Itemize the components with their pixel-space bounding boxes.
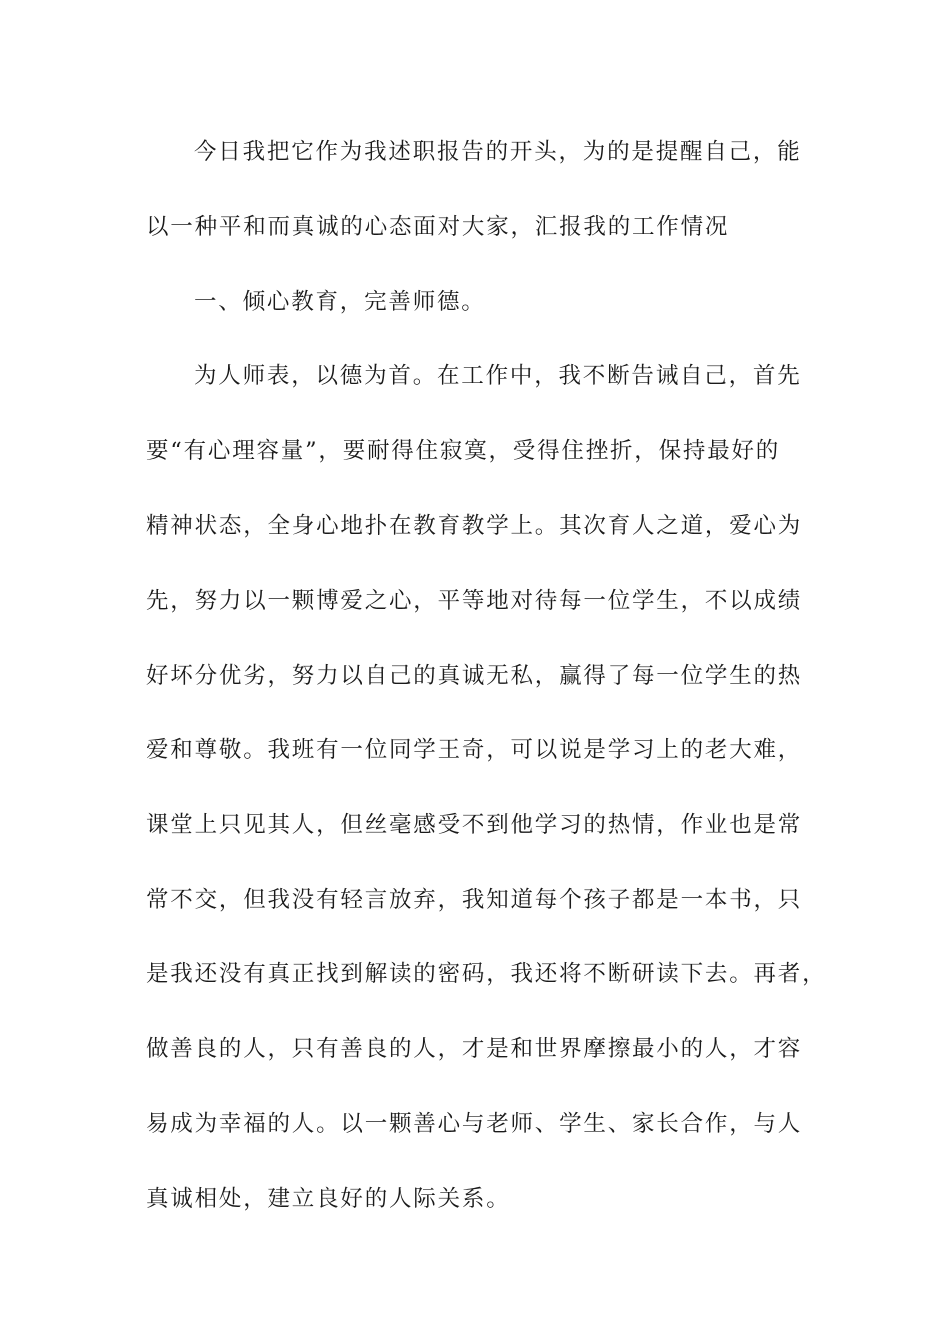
paragraph-2-line-4: 先，努力以一颗博爱之心，平等地对待每一位学生，不以成绩 [146, 588, 803, 614]
paragraph-2-line-3: 精神状态，全身心地扑在教育教学上。其次育人之道，爱心为 [146, 513, 803, 539]
paragraph-2-line-10: 做善良的人，只有善良的人，才是和世界摩擦最小的人，才容 [146, 1036, 803, 1062]
paragraph-1-line-2: 以一种平和而真诚的心态面对大家，汇报我的工作情况 [146, 214, 730, 240]
paragraph-2-line-1: 为人师表，以德为首。在工作中，我不断告诫自己，首先 [194, 363, 802, 389]
section-heading: 一、倾心教育，完善师德。 [194, 289, 486, 315]
paragraph-1-line-1: 今日我把它作为我述职报告的开头，为的是提醒自己，能 [194, 139, 802, 165]
paragraph-2-line-8: 常不交，但我没有轻言放弃，我知道每个孩子都是一本书，只 [146, 887, 803, 913]
paragraph-2-line-9: 是我还没有真正找到解读的密码，我还将不断研读下去。再者， [146, 961, 827, 987]
paragraph-2-line-2: 要“有心理容量”，要耐得住寂寞，受得住挫折，保持最好的 [146, 438, 781, 464]
paragraph-2-line-7: 课堂上只见其人，但丝毫感受不到他学习的热情，作业也是常 [146, 812, 803, 838]
paragraph-2-line-5: 好坏分优劣，努力以自己的真诚无私，赢得了每一位学生的热 [146, 663, 803, 689]
paragraph-2-line-11: 易成为幸福的人。以一颗善心与老师、学生、家长合作，与人 [146, 1111, 803, 1137]
paragraph-2-line-6: 爱和尊敬。我班有一位同学王奇，可以说是学习上的老大难， [146, 737, 803, 763]
paragraph-2-line-12: 真诚相处，建立良好的人际关系。 [146, 1186, 511, 1212]
